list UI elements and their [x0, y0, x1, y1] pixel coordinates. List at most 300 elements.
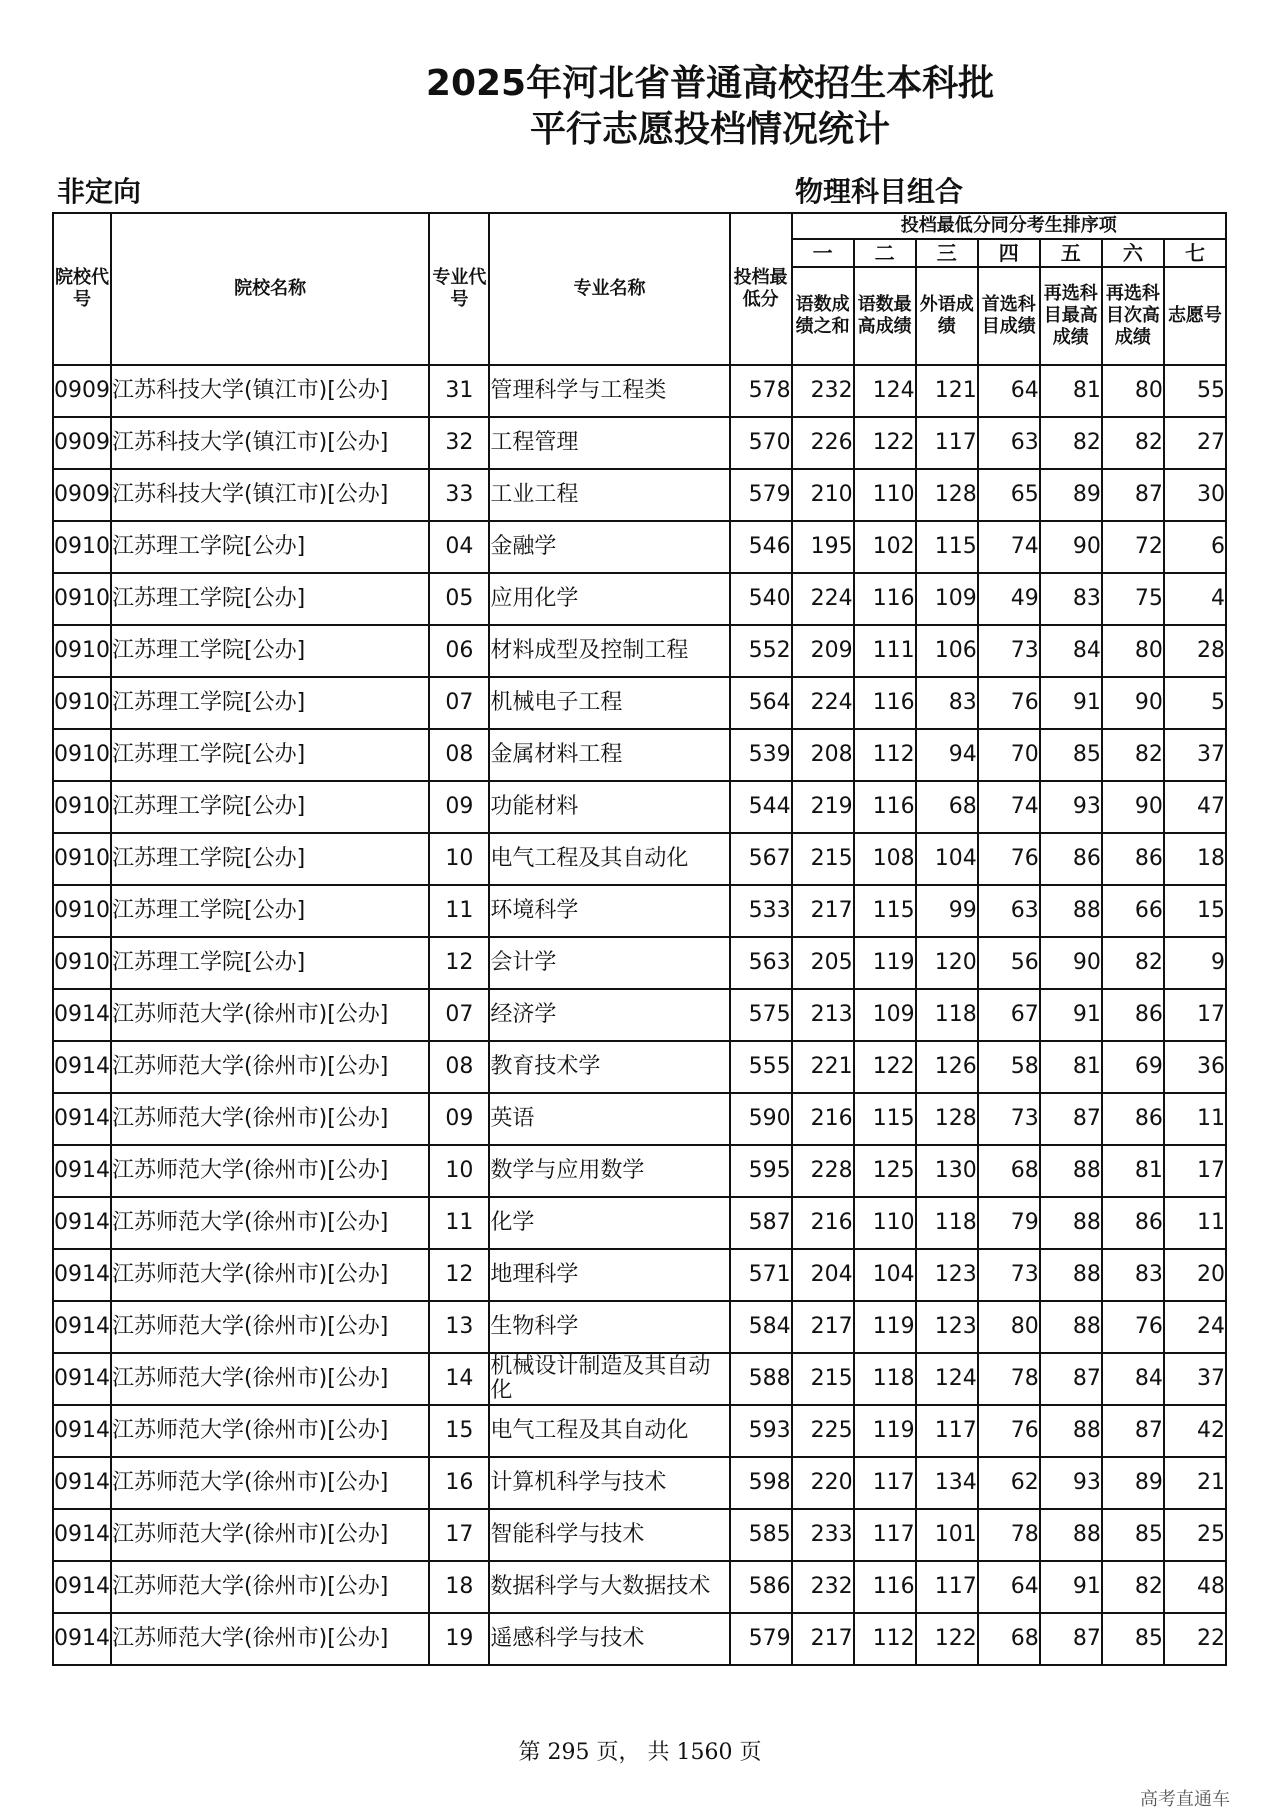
sort4-cell: 64: [978, 365, 1040, 417]
sort4-cell: 68: [978, 1145, 1040, 1197]
sort3-cell: 94: [916, 729, 978, 781]
min-score-cell: 584: [730, 1301, 792, 1353]
school-name-cell: 江苏师范大学(徐州市)[公办]: [111, 1613, 429, 1665]
school-name-cell: 江苏科技大学(镇江市)[公办]: [111, 365, 429, 417]
page-title-line1: 2025年河北省普通高校招生本科批: [425, 63, 995, 104]
sort5-cell: 87: [1040, 1093, 1102, 1145]
sort2-cell: 116: [854, 677, 916, 729]
sort6-cell: 82: [1102, 1561, 1164, 1613]
school-code-cell: 0910: [53, 729, 111, 781]
school-code-cell: 0914: [53, 1509, 111, 1561]
sort1-cell: 228: [792, 1145, 854, 1197]
sort6-cell: 86: [1102, 1093, 1164, 1145]
sort1-cell: 233: [792, 1509, 854, 1561]
school-name-cell: 江苏师范大学(徐州市)[公办]: [111, 1405, 429, 1457]
sort5-cell: 88: [1040, 1509, 1102, 1561]
header-sub-6: 再选科目次高成绩: [1102, 267, 1164, 365]
sort5-cell: 91: [1040, 1561, 1102, 1613]
sort3-cell: 126: [916, 1041, 978, 1093]
header-sub-1: 语数成绩之和: [792, 267, 854, 365]
sort3-cell: 118: [916, 989, 978, 1041]
school-name-cell: 江苏理工学院[公办]: [111, 833, 429, 885]
table-row: [53, 1613, 1226, 1665]
header-sub-7: 志愿号: [1164, 267, 1226, 365]
school-name-cell: 江苏师范大学(徐州市)[公办]: [111, 1457, 429, 1509]
sort5-cell: 93: [1040, 781, 1102, 833]
sort5-cell: 87: [1040, 1613, 1102, 1665]
sort6-cell: 84: [1102, 1353, 1164, 1405]
sort5-cell: 81: [1040, 1041, 1102, 1093]
sort6-cell: 90: [1102, 781, 1164, 833]
volunteer-no-cell: 36: [1164, 1041, 1226, 1093]
table-body: [53, 365, 1226, 1665]
sort3-cell: 109: [916, 573, 978, 625]
sort5-cell: 91: [1040, 677, 1102, 729]
major-name-cell: 数学与应用数学: [489, 1145, 729, 1197]
sort3-cell: 128: [916, 1093, 978, 1145]
sort1-cell: 217: [792, 885, 854, 937]
sort4-cell: 68: [978, 1613, 1040, 1665]
volunteer-no-cell: 15: [1164, 885, 1226, 937]
sort5-cell: 86: [1040, 833, 1102, 885]
sort4-cell: 74: [978, 781, 1040, 833]
volunteer-no-cell: 22: [1164, 1613, 1226, 1665]
sort5-cell: 83: [1040, 573, 1102, 625]
min-score-cell: 598: [730, 1457, 792, 1509]
sort1-cell: 226: [792, 417, 854, 469]
sort1-cell: 216: [792, 1093, 854, 1145]
school-code-cell: 0914: [53, 1249, 111, 1301]
major-code-cell: 17: [429, 1509, 489, 1561]
volunteer-no-cell: 17: [1164, 1145, 1226, 1197]
table-row: [53, 1041, 1226, 1093]
school-name-cell: 江苏科技大学(镇江市)[公办]: [111, 469, 429, 521]
volunteer-no-cell: 27: [1164, 417, 1226, 469]
major-name-cell: 电气工程及其自动化: [489, 1405, 729, 1457]
sort4-cell: 64: [978, 1561, 1040, 1613]
sort4-cell: 74: [978, 521, 1040, 573]
header-num-3: 三: [916, 239, 978, 267]
sort5-cell: 85: [1040, 729, 1102, 781]
min-score-cell: 590: [730, 1093, 792, 1145]
volunteer-no-cell: 55: [1164, 365, 1226, 417]
sort5-cell: 88: [1040, 1145, 1102, 1197]
table-row: [53, 365, 1226, 417]
major-name-cell: 机械设计制造及其自动化: [489, 1353, 729, 1405]
sort3-cell: 134: [916, 1457, 978, 1509]
sort4-cell: 76: [978, 1405, 1040, 1457]
table-row: [53, 469, 1226, 521]
major-code-cell: 07: [429, 677, 489, 729]
sort2-cell: 102: [854, 521, 916, 573]
major-name-cell: 生物科学: [489, 1301, 729, 1353]
subject-group-label: 物理科目组合: [795, 175, 964, 208]
min-score-cell: 539: [730, 729, 792, 781]
sort1-cell: 232: [792, 365, 854, 417]
min-score-cell: 588: [730, 1353, 792, 1405]
volunteer-no-cell: 24: [1164, 1301, 1226, 1353]
category-label: 非定向: [57, 175, 142, 208]
sort2-cell: 119: [854, 937, 916, 989]
major-code-cell: 16: [429, 1457, 489, 1509]
school-code-cell: 0910: [53, 625, 111, 677]
table-row: [53, 989, 1226, 1041]
sort4-cell: 78: [978, 1353, 1040, 1405]
major-code-cell: 09: [429, 781, 489, 833]
sort3-cell: 117: [916, 417, 978, 469]
major-name-cell: 管理科学与工程类: [489, 365, 729, 417]
sort6-cell: 75: [1102, 573, 1164, 625]
sort4-cell: 73: [978, 1093, 1040, 1145]
major-code-cell: 18: [429, 1561, 489, 1613]
header-sub-5: 再选科目最高成绩: [1040, 267, 1102, 365]
sort5-cell: 82: [1040, 417, 1102, 469]
sort2-cell: 112: [854, 1613, 916, 1665]
school-name-cell: 江苏理工学院[公办]: [111, 573, 429, 625]
volunteer-no-cell: 20: [1164, 1249, 1226, 1301]
major-name-cell: 会计学: [489, 937, 729, 989]
sort5-cell: 81: [1040, 365, 1102, 417]
sort6-cell: 86: [1102, 1197, 1164, 1249]
school-name-cell: 江苏理工学院[公办]: [111, 521, 429, 573]
major-name-cell: 工程管理: [489, 417, 729, 469]
sort2-cell: 109: [854, 989, 916, 1041]
header-num-2: 二: [854, 239, 916, 267]
volunteer-no-cell: 37: [1164, 1353, 1226, 1405]
min-score-cell: 578: [730, 365, 792, 417]
table-row: [53, 1093, 1226, 1145]
sort4-cell: 76: [978, 677, 1040, 729]
header-major-code: 专业代号: [429, 213, 489, 365]
min-score-cell: 579: [730, 1613, 792, 1665]
sort4-cell: 80: [978, 1301, 1040, 1353]
sort3-cell: 121: [916, 365, 978, 417]
sort4-cell: 73: [978, 625, 1040, 677]
table-row: [53, 573, 1226, 625]
sort5-cell: 87: [1040, 1353, 1102, 1405]
major-name-cell: 金融学: [489, 521, 729, 573]
sort4-cell: 78: [978, 1509, 1040, 1561]
sort5-cell: 88: [1040, 1301, 1102, 1353]
header-num-4: 四: [978, 239, 1040, 267]
sort4-cell: 76: [978, 833, 1040, 885]
table-row: [53, 1145, 1226, 1197]
sort1-cell: 215: [792, 833, 854, 885]
sort1-cell: 217: [792, 1301, 854, 1353]
school-code-cell: 0914: [53, 1353, 111, 1405]
sort2-cell: 104: [854, 1249, 916, 1301]
major-code-cell: 19: [429, 1613, 489, 1665]
min-score-cell: 579: [730, 469, 792, 521]
sort6-cell: 89: [1102, 1457, 1164, 1509]
major-name-cell: 应用化学: [489, 573, 729, 625]
min-score-cell: 567: [730, 833, 792, 885]
header-major-name: 专业名称: [489, 213, 729, 365]
min-score-cell: 570: [730, 417, 792, 469]
major-code-cell: 10: [429, 833, 489, 885]
table-row: [53, 1561, 1226, 1613]
school-code-cell: 0910: [53, 781, 111, 833]
school-code-cell: 0910: [53, 937, 111, 989]
min-score-cell: 585: [730, 1509, 792, 1561]
sort3-cell: 104: [916, 833, 978, 885]
sort6-cell: 90: [1102, 677, 1164, 729]
major-code-cell: 08: [429, 729, 489, 781]
sort4-cell: 49: [978, 573, 1040, 625]
major-name-cell: 工业工程: [489, 469, 729, 521]
sort6-cell: 83: [1102, 1249, 1164, 1301]
sort4-cell: 56: [978, 937, 1040, 989]
table-row: [53, 729, 1226, 781]
school-code-cell: 0914: [53, 1613, 111, 1665]
table-row: [53, 1353, 1226, 1405]
volunteer-no-cell: 30: [1164, 469, 1226, 521]
sort3-cell: 128: [916, 469, 978, 521]
school-name-cell: 江苏理工学院[公办]: [111, 729, 429, 781]
sort1-cell: 195: [792, 521, 854, 573]
sort6-cell: 80: [1102, 365, 1164, 417]
major-name-cell: 智能科学与技术: [489, 1509, 729, 1561]
sort4-cell: 73: [978, 1249, 1040, 1301]
school-code-cell: 0910: [53, 885, 111, 937]
school-code-cell: 0910: [53, 573, 111, 625]
sort5-cell: 93: [1040, 1457, 1102, 1509]
sort5-cell: 90: [1040, 521, 1102, 573]
school-name-cell: 江苏理工学院[公办]: [111, 937, 429, 989]
major-name-cell: 经济学: [489, 989, 729, 1041]
school-name-cell: 江苏师范大学(徐州市)[公办]: [111, 1561, 429, 1613]
sort6-cell: 82: [1102, 417, 1164, 469]
header-sub-4: 首选科目成绩: [978, 267, 1040, 365]
volunteer-no-cell: 11: [1164, 1197, 1226, 1249]
sort3-cell: 120: [916, 937, 978, 989]
school-code-cell: 0914: [53, 1093, 111, 1145]
school-code-cell: 0914: [53, 1561, 111, 1613]
header-min-score: 投档最低分: [730, 213, 792, 365]
major-name-cell: 英语: [489, 1093, 729, 1145]
sort2-cell: 115: [854, 1093, 916, 1145]
min-score-cell: 587: [730, 1197, 792, 1249]
sort5-cell: 89: [1040, 469, 1102, 521]
major-code-cell: 15: [429, 1405, 489, 1457]
school-name-cell: 江苏理工学院[公办]: [111, 885, 429, 937]
major-code-cell: 07: [429, 989, 489, 1041]
major-code-cell: 13: [429, 1301, 489, 1353]
sort2-cell: 110: [854, 469, 916, 521]
sort6-cell: 87: [1102, 469, 1164, 521]
school-name-cell: 江苏师范大学(徐州市)[公办]: [111, 1145, 429, 1197]
major-code-cell: 10: [429, 1145, 489, 1197]
sort2-cell: 111: [854, 625, 916, 677]
school-name-cell: 江苏师范大学(徐州市)[公办]: [111, 1301, 429, 1353]
volunteer-no-cell: 4: [1164, 573, 1226, 625]
sort4-cell: 63: [978, 417, 1040, 469]
sort2-cell: 115: [854, 885, 916, 937]
major-code-cell: 04: [429, 521, 489, 573]
sort2-cell: 108: [854, 833, 916, 885]
table-row: [53, 937, 1226, 989]
sort4-cell: 70: [978, 729, 1040, 781]
min-score-cell: 595: [730, 1145, 792, 1197]
major-name-cell: 电气工程及其自动化: [489, 833, 729, 885]
sort6-cell: 86: [1102, 989, 1164, 1041]
volunteer-no-cell: 25: [1164, 1509, 1226, 1561]
sort4-cell: 63: [978, 885, 1040, 937]
min-score-cell: 593: [730, 1405, 792, 1457]
sort2-cell: 125: [854, 1145, 916, 1197]
major-code-cell: 14: [429, 1353, 489, 1405]
major-name-cell: 化学: [489, 1197, 729, 1249]
school-name-cell: 江苏师范大学(徐州市)[公办]: [111, 1249, 429, 1301]
school-code-cell: 0914: [53, 989, 111, 1041]
volunteer-no-cell: 6: [1164, 521, 1226, 573]
sort1-cell: 213: [792, 989, 854, 1041]
sort4-cell: 62: [978, 1457, 1040, 1509]
sort1-cell: 208: [792, 729, 854, 781]
sort1-cell: 215: [792, 1353, 854, 1405]
min-score-cell: 533: [730, 885, 792, 937]
table-row: [53, 417, 1226, 469]
major-code-cell: 33: [429, 469, 489, 521]
sort2-cell: 110: [854, 1197, 916, 1249]
school-code-cell: 0914: [53, 1457, 111, 1509]
volunteer-no-cell: 48: [1164, 1561, 1226, 1613]
major-code-cell: 11: [429, 1197, 489, 1249]
major-name-cell: 计算机科学与技术: [489, 1457, 729, 1509]
table-row: [53, 885, 1226, 937]
school-name-cell: 江苏科技大学(镇江市)[公办]: [111, 417, 429, 469]
sort4-cell: 79: [978, 1197, 1040, 1249]
major-name-cell: 环境科学: [489, 885, 729, 937]
major-code-cell: 08: [429, 1041, 489, 1093]
major-name-cell: 教育技术学: [489, 1041, 729, 1093]
sort6-cell: 81: [1102, 1145, 1164, 1197]
sort5-cell: 88: [1040, 885, 1102, 937]
major-name-cell: 地理科学: [489, 1249, 729, 1301]
sort1-cell: 204: [792, 1249, 854, 1301]
school-name-cell: 江苏理工学院[公办]: [111, 781, 429, 833]
major-code-cell: 05: [429, 573, 489, 625]
sort3-cell: 117: [916, 1561, 978, 1613]
table-row: [53, 833, 1226, 885]
sort5-cell: 88: [1040, 1249, 1102, 1301]
header-sort-group: 投档最低分同分考生排序项: [792, 213, 1226, 239]
sort3-cell: 83: [916, 677, 978, 729]
sort6-cell: 86: [1102, 833, 1164, 885]
school-code-cell: 0914: [53, 1405, 111, 1457]
header-num-7: 七: [1164, 239, 1226, 267]
table-row: [53, 625, 1226, 677]
sort1-cell: 205: [792, 937, 854, 989]
volunteer-no-cell: 42: [1164, 1405, 1226, 1457]
sort3-cell: 101: [916, 1509, 978, 1561]
major-code-cell: 09: [429, 1093, 489, 1145]
school-code-cell: 0909: [53, 365, 111, 417]
sort5-cell: 88: [1040, 1197, 1102, 1249]
min-score-cell: 555: [730, 1041, 792, 1093]
school-code-cell: 0914: [53, 1301, 111, 1353]
sort3-cell: 123: [916, 1301, 978, 1353]
admission-table: [52, 212, 1227, 1666]
min-score-cell: 586: [730, 1561, 792, 1613]
sort1-cell: 225: [792, 1405, 854, 1457]
school-name-cell: 江苏理工学院[公办]: [111, 625, 429, 677]
sort2-cell: 119: [854, 1301, 916, 1353]
header-sub-3: 外语成绩: [916, 267, 978, 365]
sort5-cell: 90: [1040, 937, 1102, 989]
sort6-cell: 85: [1102, 1509, 1164, 1561]
sort1-cell: 221: [792, 1041, 854, 1093]
major-name-cell: 遥感科学与技术: [489, 1613, 729, 1665]
sort4-cell: 67: [978, 989, 1040, 1041]
volunteer-no-cell: 21: [1164, 1457, 1226, 1509]
min-score-cell: 575: [730, 989, 792, 1041]
sort2-cell: 119: [854, 1405, 916, 1457]
volunteer-no-cell: 11: [1164, 1093, 1226, 1145]
sort6-cell: 66: [1102, 885, 1164, 937]
table-row: [53, 1509, 1226, 1561]
sort2-cell: 124: [854, 365, 916, 417]
table-row: [53, 1249, 1226, 1301]
major-code-cell: 32: [429, 417, 489, 469]
sort3-cell: 117: [916, 1405, 978, 1457]
school-name-cell: 江苏师范大学(徐州市)[公办]: [111, 1041, 429, 1093]
school-name-cell: 江苏理工学院[公办]: [111, 677, 429, 729]
header-num-1: 一: [792, 239, 854, 267]
school-code-cell: 0914: [53, 1041, 111, 1093]
major-code-cell: 12: [429, 1249, 489, 1301]
min-score-cell: 563: [730, 937, 792, 989]
sort2-cell: 122: [854, 1041, 916, 1093]
sort6-cell: 85: [1102, 1613, 1164, 1665]
sort5-cell: 91: [1040, 989, 1102, 1041]
volunteer-no-cell: 28: [1164, 625, 1226, 677]
sort6-cell: 80: [1102, 625, 1164, 677]
sort3-cell: 118: [916, 1197, 978, 1249]
sort4-cell: 65: [978, 469, 1040, 521]
page-footer: 第 295 页， 共 1560 页: [518, 1740, 762, 1765]
table-row: [53, 1197, 1226, 1249]
watermark: 高考直通车: [1140, 1789, 1230, 1810]
school-code-cell: 0914: [53, 1197, 111, 1249]
school-code-cell: 0910: [53, 521, 111, 573]
sort2-cell: 117: [854, 1509, 916, 1561]
header-school-code: 院校代号: [53, 213, 111, 365]
major-name-cell: 机械电子工程: [489, 677, 729, 729]
table-header: [53, 213, 1226, 365]
header-sub-2: 语数最高成绩: [854, 267, 916, 365]
table-row: [53, 521, 1226, 573]
sort3-cell: 122: [916, 1613, 978, 1665]
sort1-cell: 224: [792, 573, 854, 625]
sort4-cell: 58: [978, 1041, 1040, 1093]
sort1-cell: 209: [792, 625, 854, 677]
major-code-cell: 31: [429, 365, 489, 417]
sort3-cell: 130: [916, 1145, 978, 1197]
sort1-cell: 219: [792, 781, 854, 833]
sort2-cell: 116: [854, 1561, 916, 1613]
sort6-cell: 82: [1102, 937, 1164, 989]
sort6-cell: 72: [1102, 521, 1164, 573]
major-code-cell: 06: [429, 625, 489, 677]
page-title-line2: 平行志愿投档情况统计: [529, 109, 890, 150]
sort3-cell: 106: [916, 625, 978, 677]
table-row: [53, 1457, 1226, 1509]
sort5-cell: 88: [1040, 1405, 1102, 1457]
sort6-cell: 82: [1102, 729, 1164, 781]
sort1-cell: 224: [792, 677, 854, 729]
school-name-cell: 江苏师范大学(徐州市)[公办]: [111, 1353, 429, 1405]
